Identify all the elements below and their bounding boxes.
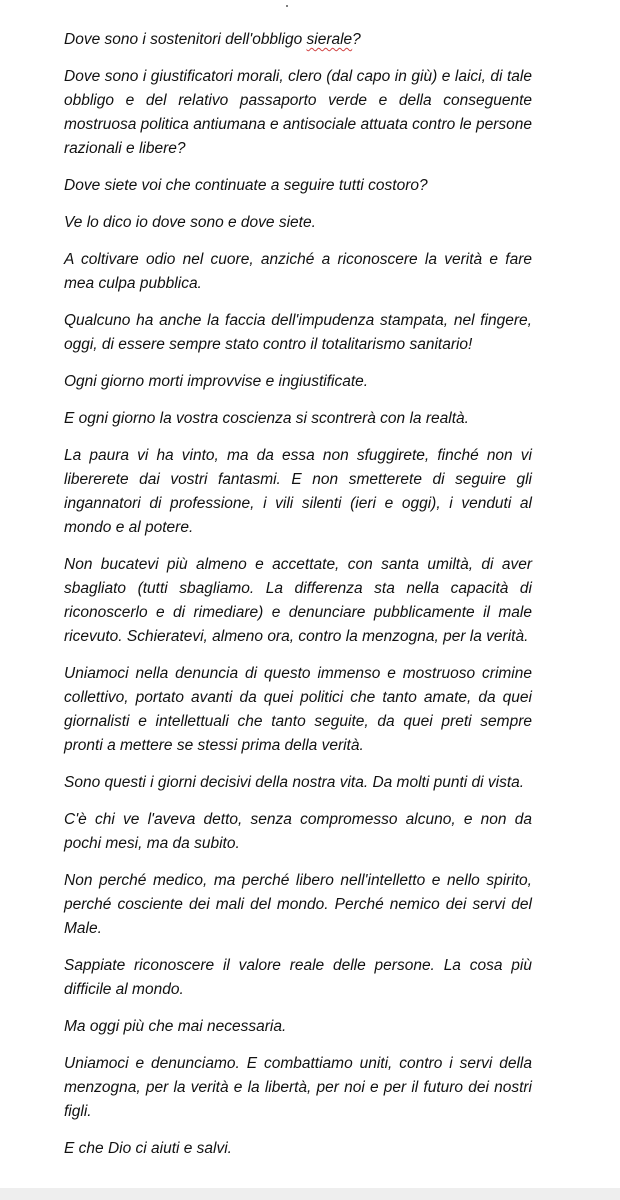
paragraph-13: C'è chi ve l'aveva detto, senza compromesso alcuno, e non da pochi mesi, ma da subito. (64, 811, 532, 852)
paragraph-1 (64, 28, 532, 52)
paragraph-3: Dove siete voi che continuate a seguire tutti costoro? (64, 177, 428, 194)
paragraph-16: Ma oggi più che mai necessaria. (64, 1018, 287, 1035)
paragraph-6: Qualcuno ha anche la faccia dell'impudenza stampata, nel fingere, oggi, di essere sempre stato contro il totalitarismo sanitario! (64, 312, 532, 353)
spelling-error-word[interactable]: sierale (306, 31, 353, 48)
paragraph-10: Non bucatevi più almeno e accettate, con santa umiltà, di aver sbagliato (tutti sbagliamo. La differenza sta nella capacità di riconoscerlo e di rimediare) e denunciare pubblicamente il male ricevuto. Schieratevi, almeno ora, contro la menzogna, per la verità. (64, 556, 532, 645)
paragraph-2: Dove sono i giustificatori morali, clero (dal capo in giù) e laici, di tale obbligo e del relativo passaporto verde e della conseguente mostruosa politica antiumana e antisociale attuata contro le persone razionali e libere? (64, 68, 532, 157)
viewer-bottom-edge (0, 1188, 620, 1200)
paragraph-17: Uniamoci e denunciamo. E combattiamo uniti, contro i servi della menzogna, per la verità e la libertà, per noi e per il futuro dei nostri figli. (64, 1055, 532, 1120)
paragraph-14: Non perché medico, ma perché libero nell'intelletto e nello spirito, perché cosciente dei mali del mondo. Perché nemico dei servi del Male. (64, 872, 532, 937)
paragraph-1-end: ? (352, 31, 361, 48)
paragraph-11: Uniamoci nella denuncia di questo immenso e mostruoso crimine collettivo, portato avanti da quei politici che tanto amate, da quei giornalisti e intellettuali che tanto seguite, da quei preti sempre pronti a mettere se stessi prima della verità. (64, 665, 532, 754)
paragraph-1-start: Dove sono i sostenitori dell'obbligo (64, 31, 307, 48)
paragraph-15: Sappiate riconoscere il valore reale delle persone. La cosa più difficile al mondo. (64, 957, 532, 998)
paragraph-9: La paura vi ha vinto, ma da essa non sfuggirete, finché non vi libererete dai vostri fantasmi. E non smetterete di seguire gli ingannatori di professione, i vili silenti (ieri e oggi), i venduti al mondo e al potere. (64, 447, 532, 536)
paragraph-4: Ve lo dico io dove sono e dove siete. (64, 214, 316, 231)
paragraph-7: Ogni giorno morti improvvise e ingiustificate. (64, 373, 369, 390)
paragraph-18: E che Dio ci aiuti e salvi. (64, 1140, 232, 1157)
paragraph-12: Sono questi i giorni decisivi della nostra vita. Da molti punti di vista. (64, 774, 525, 791)
page-marker-dot (286, 5, 288, 7)
document-body (64, 28, 532, 1174)
paragraph-8: E ogni giorno la vostra coscienza si scontrerà con la realtà. (64, 410, 469, 427)
paragraph-5: A coltivare odio nel cuore, anziché a riconoscere la verità e fare mea culpa pubblica. (64, 251, 532, 292)
